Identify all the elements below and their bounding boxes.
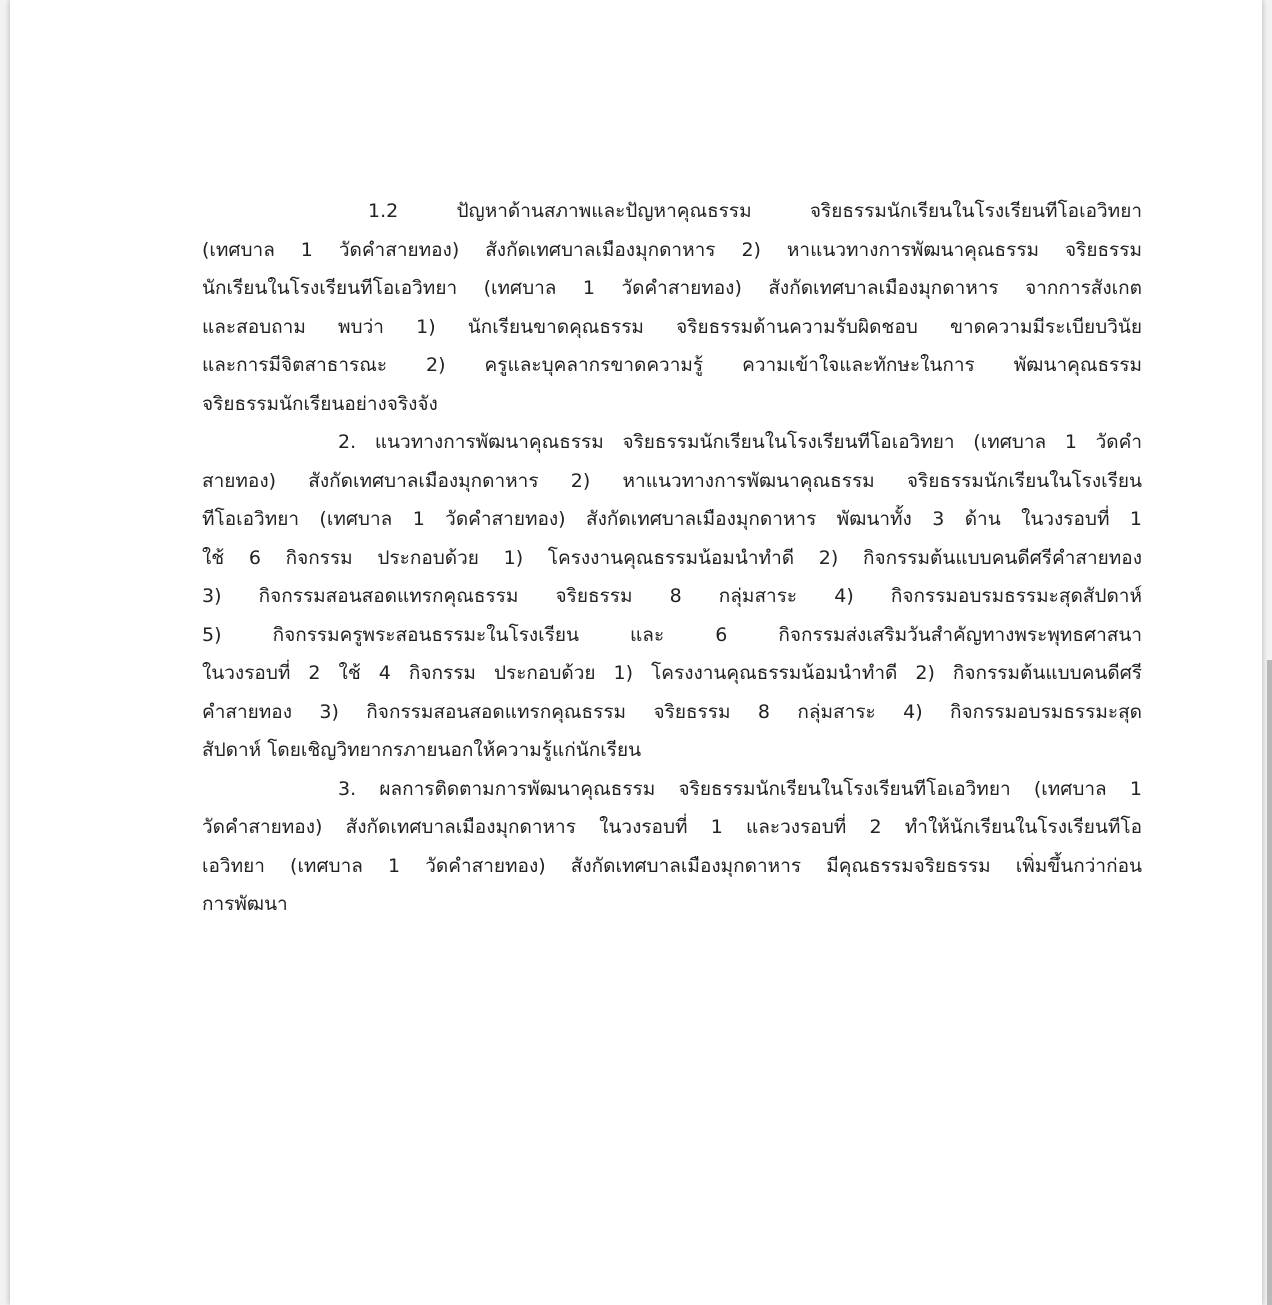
text-line: เอวิทยา (เทศบาล 1 วัดคำสายทอง) สังกัดเทศบาลเมืองมุกดาหาร มีคุณธรรมจริยธรรม เพิ่มขึ้นกว่าก่อน [202, 854, 1142, 877]
text-line: การพัฒนา [202, 893, 288, 915]
document-page [10, 0, 1262, 1305]
paragraph-3-monitoring-results [202, 770, 1142, 924]
text-line: จริยธรรมนักเรียนอย่างจริงจัง [202, 392, 438, 415]
text-line: สายทอง) สังกัดเทศบาลเมืองมุกดาหาร 2) หาแนวทางการพัฒนาคุณธรรม จริยธรรมนักเรียนในโรงเรียน [202, 469, 1142, 492]
text-line: (เทศบาล 1 วัดคำสายทอง) สังกัดเทศบาลเมืองมุกดาหาร 2) หาแนวทางการพัฒนาคุณธรรม จริยธรรม [202, 238, 1142, 261]
text-line: คำสายทอง 3) กิจกรรมสอนสอดแทรกคุณธรรม จริยธรรม 8 กลุ่มสาระ 4) กิจกรรมอบรมธรรมะสุด [202, 700, 1142, 723]
text-line: 3) กิจกรรมสอนสอดแทรกคุณธรรม จริยธรรม 8 กลุ่มสาระ 4) กิจกรรมอบรมธรรมะสุดสัปดาห์ [202, 585, 1142, 607]
text-line: ทีโอเอวิทยา (เทศบาล 1 วัดคำสายทอง) สังกัดเทศบาลเมืองมุกดาหาร พัฒนาทั้ง 3 ด้าน ในวงรอบที่ 1 [202, 508, 1142, 530]
text-line: สัปดาห์ โดยเชิญวิทยากรภายนอกให้ความรู้แก่นักเรียน [202, 739, 642, 761]
vertical-scrollbar[interactable] [1267, 660, 1272, 1305]
text-line: 3. ผลการติดตามการพัฒนาคุณธรรม จริยธรรมนักเรียนในโรงเรียนทีโอเอวิทยา (เทศบาล 1 [338, 777, 1142, 800]
text-line: ในวงรอบที่ 2 ใช้ 4 กิจกรรม ประกอบด้วย 1) โครงงานคุณธรรมน้อมนำทำดี 2) กิจกรรมต้นแบบคนดีศรี [202, 662, 1142, 684]
text-line: 2. แนวทางการพัฒนาคุณธรรม จริยธรรมนักเรียนในโรงเรียนทีโอเอวิทยา (เทศบาล 1 วัดคำ [338, 431, 1142, 453]
text-line: วัดคำสายทอง) สังกัดเทศบาลเมืองมุกดาหาร ในวงรอบที่ 1 และวงรอบที่ 2 ทำให้นักเรียนในโรงเรียนทีโอ [202, 816, 1142, 838]
paragraph-1-2-problems [202, 192, 1142, 423]
document-body [202, 192, 1142, 924]
text-line: นักเรียนในโรงเรียนทีโอเอวิทยา (เทศบาล 1 วัดคำสายทอง) สังกัดเทศบาลเมืองมุกดาหาร จากการสังเกต [202, 277, 1142, 299]
text-line: และสอบถาม พบว่า 1) นักเรียนขาดคุณธรรม จริยธรรมด้านความรับผิดชอบ ขาดความมีระเบียบวินัย [202, 315, 1142, 338]
text-line: 5) กิจกรรมครูพระสอนธรรมะในโรงเรียน และ 6 กิจกรรมส่งเสริมวันสำคัญทางพระพุทธศาสนา [202, 623, 1142, 646]
text-line: 1.2 ปัญหาด้านสภาพและปัญหาคุณธรรม จริยธรรมนักเรียนในโรงเรียนทีโอเอวิทยา [368, 200, 1142, 222]
text-line: ใช้ 6 กิจกรรม ประกอบด้วย 1) โครงงานคุณธรรมน้อมนำทำดี 2) กิจกรรมต้นแบบคนดีศรีคำสายทอง [202, 546, 1142, 569]
paragraph-2-development-approach [202, 423, 1142, 770]
text-line: และการมีจิตสาธารณะ 2) ครูและบุคลากรขาดความรู้ ความเข้าใจและทักษะในการ พัฒนาคุณธรรม [202, 354, 1142, 376]
